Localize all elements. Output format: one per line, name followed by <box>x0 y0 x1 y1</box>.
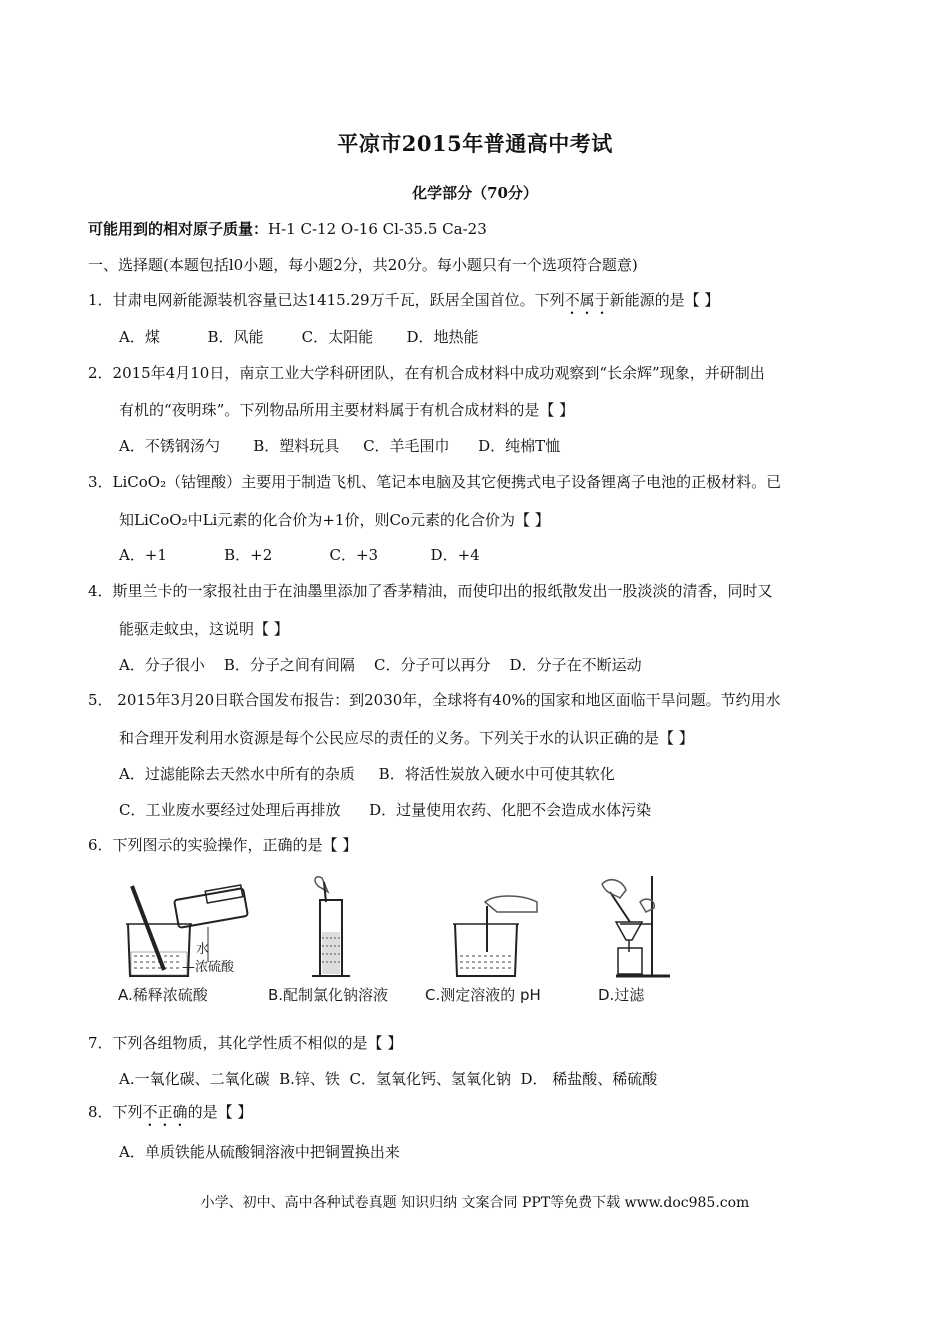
figure-b <box>268 872 418 1007</box>
question-2-options: A．不锈钢汤勺 B．塑料玩具 C．羊毛围巾 D．纯棉T恤 <box>119 437 561 455</box>
fig-a-caption: A.稀释浓硫酸 <box>118 986 208 1004</box>
q8-stem-end: 的是【 】 <box>187 1103 253 1121</box>
fig-d-caption: D.过滤 <box>598 986 645 1004</box>
question-2-line2: 有机的“夜明珠”。下列物品所用主要材料属于有机合成材料的是【 】 <box>119 401 575 419</box>
question-5-line1: 5． 2015年3月20日联合国发布报告：到2030年，全球将有40%的国家和地区面临干旱问题。节约用水 <box>88 691 781 709</box>
atomic-mass-line <box>88 218 487 239</box>
page-title: 平凉市2015年普通高中考试 <box>337 131 613 156</box>
question-8-stem <box>88 1101 252 1130</box>
fig-a-acid-text: 浓硫酸 <box>195 960 235 975</box>
fig-c-caption: C.测定溶液的 pH <box>425 986 541 1004</box>
question-2-line1: 2．2015年4月10日，南京工业大学科研团队，在有机合成材料中成功观察到“长余辉”现象，并研制出 <box>88 364 765 382</box>
figure-d <box>580 872 700 1007</box>
figure-a <box>118 872 268 1007</box>
filtration-illustration <box>580 872 700 982</box>
question-4-line1: 4．斯里兰卡的一家报社由于在油墨里添加了香茅精油，而使印出的报纸散发出一股淡淡的清香，同时又 <box>88 582 773 600</box>
fig-b-caption: B.配制氯化钠溶液 <box>268 986 389 1004</box>
question-5-line2: 和合理开发利用水资源是每个公民应尽的责任的义务。下列关于水的认识正确的是【 】 <box>119 729 694 747</box>
question-1-stem <box>88 289 719 318</box>
question-7-options: A.一氧化碳、二氧化碳 B.锌、铁 C．氢氧化钙、氢氧化钠 D． 稀盐酸、稀硫酸 <box>119 1070 658 1088</box>
question-3-line2: 知LiCoO₂中Li元素的化合价为+1价，则Co元素的化合价为【 】 <box>119 511 550 529</box>
graduated-cylinder-illustration <box>268 872 418 982</box>
question-6-stem: 6．下列图示的实验操作，正确的是【 】 <box>88 836 358 854</box>
question-5-options-ab: A．过滤能除去天然水中所有的杂质 B．将活性炭放入硬水中可使其软化 <box>119 765 615 783</box>
question-4-line2: 能驱走蚊虫，这说明【 】 <box>119 620 289 638</box>
fig-a-acid-label: —浓硫酸 <box>182 960 235 975</box>
atomic-mass-label: 可能用到的相对原子质量： <box>88 220 269 238</box>
q1-stem-text: 1．甘肃电网新能源装机容量已达1415.29万千瓦，跃居全国首位。下列 <box>88 291 565 309</box>
question-1-options: A．煤 B．风能 C．太阳能 D．地热能 <box>119 328 479 346</box>
question-3-line1: 3．LiCoO₂（钴锂酸）主要用于制造飞机、笔记本电脑及其它便携式电子设备锂离子电池的正极材料。已 <box>88 473 782 491</box>
q1-emphasis: 不属于 <box>564 291 610 309</box>
q8-emphasis: 不正确 <box>142 1103 188 1121</box>
section-heading: 一、选择题(本题包括l0小题，每小题2分，共20分。每小题只有一个选项符合题意) <box>88 256 638 274</box>
atomic-mass-values: H-1 C-12 O-16 Cl-35.5 Ca-23 <box>268 220 487 238</box>
question-3-options: A．+1 B．+2 C．+3 D．+4 <box>119 546 480 564</box>
question-8-option-a: A．单质铁能从硫酸铜溶液中把铜置换出来 <box>119 1143 400 1161</box>
section-subtitle: 化学部分（70分） <box>412 184 538 202</box>
q1-stem-end: 新能源的是【 】 <box>609 291 720 309</box>
ph-test-illustration <box>425 872 575 982</box>
q8-stem-text: 8．下列 <box>88 1103 143 1121</box>
fig-a-water-label: 水 <box>196 942 210 957</box>
figure-c <box>425 872 575 1007</box>
page-footer: 小学、初中、高中各种试卷真题 知识归纳 文案合同 PPT等免费下载 www.doc985.com <box>200 1195 750 1211</box>
question-5-options-cd: C．工业废水要经过处理后再排放 D．过量使用农药、化肥不会造成水体污染 <box>119 801 652 819</box>
question-4-options: A．分子很小 B．分子之间有间隔 C．分子可以再分 D．分子在不断运动 <box>119 656 642 674</box>
question-7-stem: 7．下列各组物质，其化学性质不相似的是【 】 <box>88 1034 403 1052</box>
